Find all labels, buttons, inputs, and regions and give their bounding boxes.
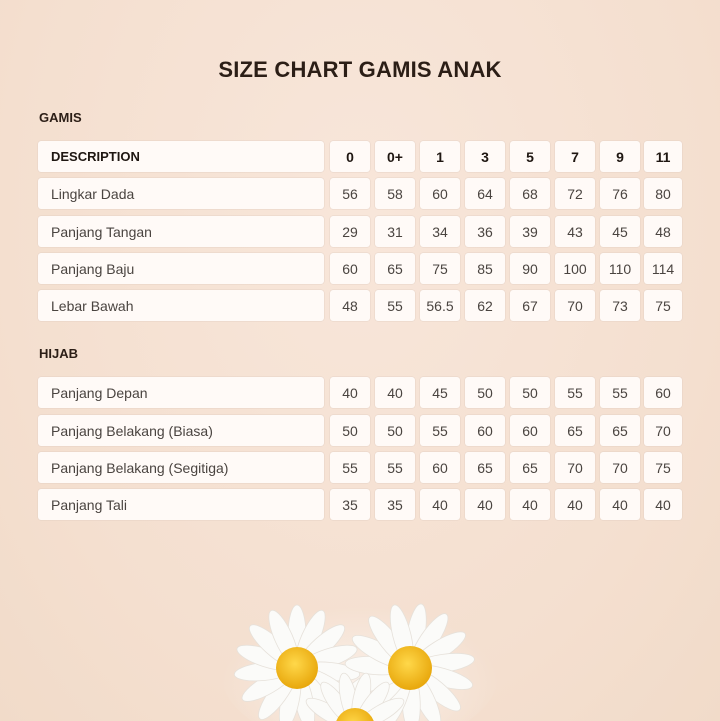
- table-cell: 75: [420, 253, 460, 284]
- row-description: Panjang Belakang (Biasa): [38, 415, 324, 446]
- row-description: Lebar Bawah: [38, 290, 324, 321]
- table-cell: 60: [510, 415, 550, 446]
- table-cell: 43: [555, 216, 595, 247]
- table-cell: 40: [644, 489, 682, 520]
- table-cell: 50: [375, 415, 415, 446]
- table-cell: 85: [465, 253, 505, 284]
- header-size: 7: [555, 141, 595, 172]
- table-cell: 35: [330, 489, 370, 520]
- daisy-flowers-image: [0, 560, 720, 721]
- table-cell: 110: [600, 253, 640, 284]
- table-cell: 90: [510, 253, 550, 284]
- table-cell: 70: [644, 415, 682, 446]
- table-cell: 62: [465, 290, 505, 321]
- table-cell: 50: [510, 377, 550, 408]
- table-cell: 64: [465, 178, 505, 209]
- header-size: 5: [510, 141, 550, 172]
- table-cell: 55: [375, 290, 415, 321]
- table-cell: 55: [375, 452, 415, 483]
- table-cell: 58: [375, 178, 415, 209]
- table-cell: 31: [375, 216, 415, 247]
- table-cell: 65: [510, 452, 550, 483]
- table-cell: 65: [555, 415, 595, 446]
- gamis-section-label: GAMIS: [39, 110, 82, 125]
- table-cell: 75: [644, 290, 682, 321]
- table-cell: 56.5: [420, 290, 460, 321]
- header-size: 0: [330, 141, 370, 172]
- table-cell: 50: [330, 415, 370, 446]
- table-cell: 60: [420, 452, 460, 483]
- row-description: Panjang Tali: [38, 489, 324, 520]
- table-cell: 35: [375, 489, 415, 520]
- table-cell: 80: [644, 178, 682, 209]
- table-cell: 34: [420, 216, 460, 247]
- table-cell: 73: [600, 290, 640, 321]
- table-cell: 60: [644, 377, 682, 408]
- row-description: Panjang Belakang (Segitiga): [38, 452, 324, 483]
- table-cell: 55: [600, 377, 640, 408]
- table-cell: 40: [555, 489, 595, 520]
- table-cell: 67: [510, 290, 550, 321]
- row-description: Panjang Tangan: [38, 216, 324, 247]
- table-cell: 29: [330, 216, 370, 247]
- page-title: SIZE CHART GAMIS ANAK: [218, 57, 502, 82]
- table-cell: 75: [644, 452, 682, 483]
- table-cell: 55: [555, 377, 595, 408]
- table-cell: 40: [600, 489, 640, 520]
- table-cell: 48: [330, 290, 370, 321]
- table-cell: 65: [465, 452, 505, 483]
- table-cell: 100: [555, 253, 595, 284]
- table-cell: 40: [510, 489, 550, 520]
- header-size: 9: [600, 141, 640, 172]
- header-description: DESCRIPTION: [38, 141, 324, 172]
- table-cell: 50: [465, 377, 505, 408]
- table-cell: 40: [465, 489, 505, 520]
- table-cell: 65: [375, 253, 415, 284]
- table-cell: 55: [330, 452, 370, 483]
- table-cell: 60: [465, 415, 505, 446]
- table-cell: 72: [555, 178, 595, 209]
- header-size: 3: [465, 141, 505, 172]
- table-cell: 36: [465, 216, 505, 247]
- table-cell: 114: [644, 253, 682, 284]
- table-cell: 60: [420, 178, 460, 209]
- table-cell: 40: [330, 377, 370, 408]
- table-cell: 60: [330, 253, 370, 284]
- table-cell: 68: [510, 178, 550, 209]
- table-cell: 40: [375, 377, 415, 408]
- table-cell: 45: [600, 216, 640, 247]
- table-cell: 40: [420, 489, 460, 520]
- table-cell: 76: [600, 178, 640, 209]
- header-size: 11: [644, 141, 682, 172]
- table-cell: 65: [600, 415, 640, 446]
- table-cell: 56: [330, 178, 370, 209]
- table-cell: 70: [600, 452, 640, 483]
- table-cell: 70: [555, 290, 595, 321]
- table-cell: 45: [420, 377, 460, 408]
- row-description: Panjang Baju: [38, 253, 324, 284]
- row-description: Panjang Depan: [38, 377, 324, 408]
- row-description: Lingkar Dada: [38, 178, 324, 209]
- hijab-section-label: HIJAB: [39, 346, 79, 361]
- header-size: 0+: [375, 141, 415, 172]
- table-cell: 39: [510, 216, 550, 247]
- table-cell: 70: [555, 452, 595, 483]
- header-size: 1: [420, 141, 460, 172]
- table-cell: 55: [420, 415, 460, 446]
- table-cell: 48: [644, 216, 682, 247]
